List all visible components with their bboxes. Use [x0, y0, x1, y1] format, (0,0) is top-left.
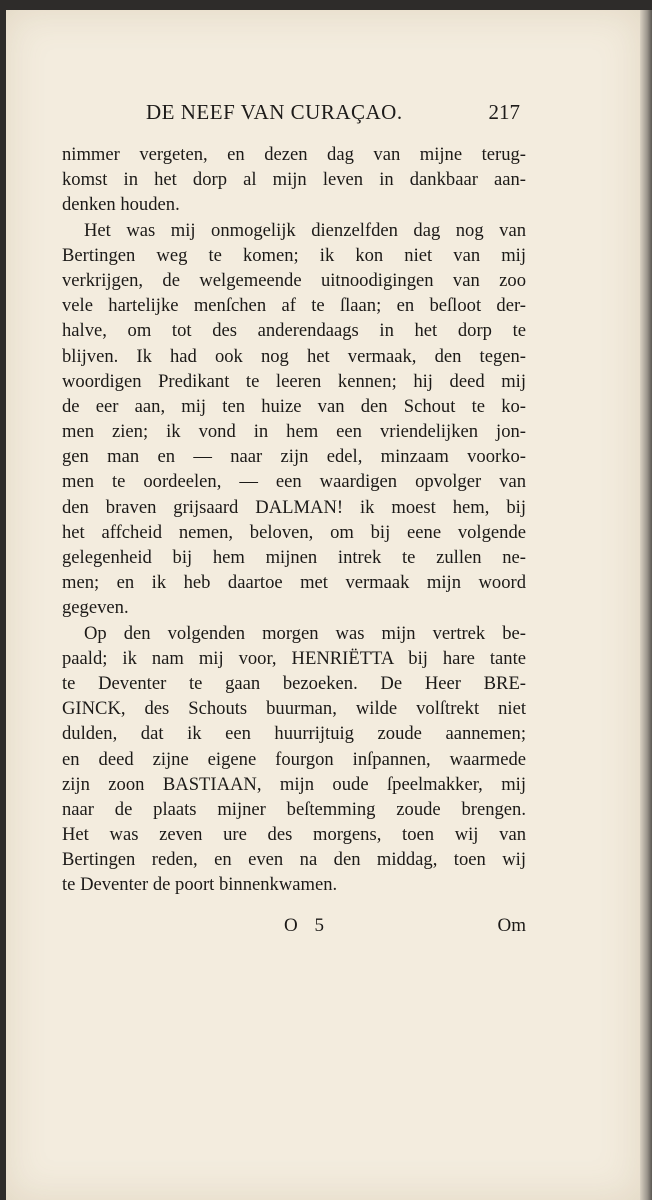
text-line: verkrijgen, de welgemeende uitnoodigingen van zoo: [62, 269, 526, 291]
text-line: paald; ik nam mij voor, HENRIËTTA bij hare tante: [62, 647, 526, 669]
text-line: komst in het dorp al mijn leven in dankbaar aan-: [62, 169, 526, 191]
text-line: naar de plaats mijner beſtemming zoude brengen.: [62, 798, 526, 820]
page-number: 217: [488, 100, 520, 124]
text-line: halve, om tot des anderendaags in het dorp te: [62, 320, 526, 342]
text-line: zijn zoon BASTIAAN, mijn oude ſpeelmakker, mij: [62, 773, 526, 795]
text-line: Het was mij onmogelijk dienzelfden dag nog van: [84, 219, 526, 241]
catchword: Om: [497, 915, 526, 936]
text-line: te Deventer te gaan bezoeken. De Heer BRE-: [62, 672, 526, 694]
text-line: vele hartelijke menſchen af te ſlaan; en beſloot der-: [62, 295, 526, 317]
text-line: woordigen Predikant te leeren kennen; hij deed mij: [62, 370, 526, 392]
text-line: Bertingen weg te komen; ik kon niet van mij: [62, 244, 526, 266]
text-line: blijven. Ik had ook nog het vermaak, den tegen-: [62, 345, 526, 367]
text-line: gelegenheid bij hem mijnen intrek te zullen ne-: [62, 547, 526, 568]
text-line: dulden, dat ik een huurrijtuig zoude aannemen;: [62, 723, 526, 745]
text-line: gegeven.: [62, 597, 129, 619]
text-line: Bertingen reden, en even na den middag, toen wij: [62, 849, 526, 871]
running-header: [146, 100, 520, 128]
running-title: DE NEEF VAN CURAÇAO.: [146, 100, 403, 124]
text-line: en deed zijne eigene fourgon inſpannen, waarmede: [62, 748, 526, 770]
text-line: het affcheid nemen, beloven, om bij eene volgende: [62, 521, 526, 543]
text-line: Op den volgenden morgen was mijn vertrek be-: [84, 622, 526, 644]
body-text: [62, 142, 526, 898]
text-line: te Deventer de poort binnenkwamen.: [62, 874, 338, 896]
text-line: men zien; ik vond in hem een vriendelijken jon-: [62, 421, 526, 443]
signature-mark: O 5: [284, 915, 330, 936]
page-footer: [62, 915, 526, 945]
text-line: men te oordeelen, — een waardigen opvolger van: [62, 471, 526, 493]
text-line: GINCK, des Schouts buurman, wilde volſtrekt niet: [62, 698, 526, 720]
text-line: men; en ik heb daartoe met vermaak mijn woord: [62, 572, 526, 594]
text-line: den braven grijsaard DALMAN! ik moest hem, bij: [62, 496, 526, 518]
text-line: denken houden.: [62, 194, 180, 216]
text-line: de eer aan, mij ten huize van den Schout te ko-: [62, 395, 526, 417]
text-line: nimmer vergeten, en dezen dag van mijne terug-: [62, 144, 526, 165]
text-line: gen man en — naar zijn edel, minzaam voorko-: [62, 446, 526, 468]
page-edge-shadow: [640, 10, 652, 1200]
text-line: Het was zeven ure des morgens, toen wij van: [62, 824, 526, 846]
